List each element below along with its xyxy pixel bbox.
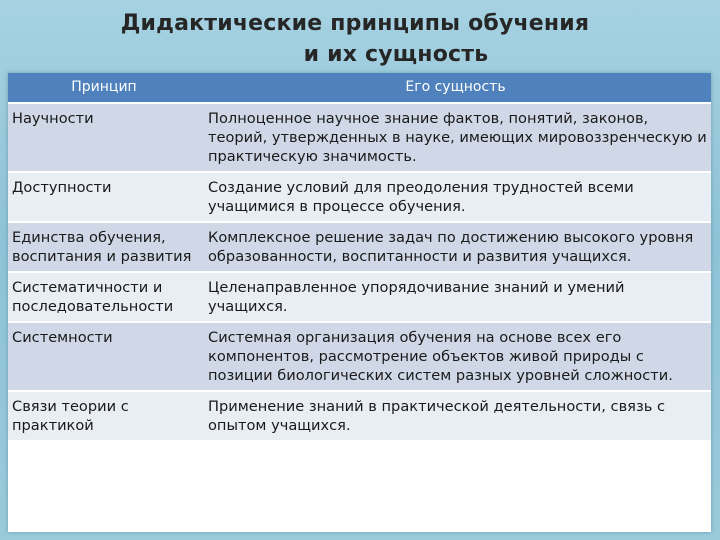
table-row [8,172,711,222]
table-row [8,222,711,272]
principle-cell: Единства обучения, воспитания и развития [8,222,200,272]
header-principle: Принцип [8,73,200,103]
principle-cell: Научности [8,103,200,172]
essence-cell: Комплексное решение задач по достижению высокого уровня образованности, воспитанности и развития учащихся. [200,222,711,272]
slide-title [0,8,720,70]
principles-table-container [8,73,711,532]
essence-cell: Создание условий для преодоления трудностей всеми учащимися в процессе обучения. [200,172,711,222]
slide-title-line-1: Дидактические принципы обучения [120,11,590,36]
principle-cell: Системности [8,322,200,391]
principle-cell: Систематичности и последовательности [8,272,200,322]
slide-title-line-2: и их сущность [303,42,489,67]
principle-cell: Доступности [8,172,200,222]
table-row [8,322,711,391]
table-row [8,272,711,322]
header-essence: Его сущность [200,73,711,103]
essence-cell: Применение знаний в практической деятельности, связь с опытом учащихся. [200,391,711,441]
essence-cell: Полноценное научное знание фактов, понятий, законов, теорий, утвержденных в науке, имеющих мировоззренческую и практическую значимость. [200,103,711,172]
table-row [8,103,711,172]
principle-cell: Связи теории с практикой [8,391,200,441]
table-header-row [8,73,711,103]
table-row [8,391,711,441]
principles-table [8,73,711,442]
essence-cell: Целенаправленное упорядочивание знаний и умений учащихся. [200,272,711,322]
essence-cell: Системная организация обучения на основе всех его компонентов, рассмотрение объектов живой природы с позиции биологических систем разных уровней сложности. [200,322,711,391]
